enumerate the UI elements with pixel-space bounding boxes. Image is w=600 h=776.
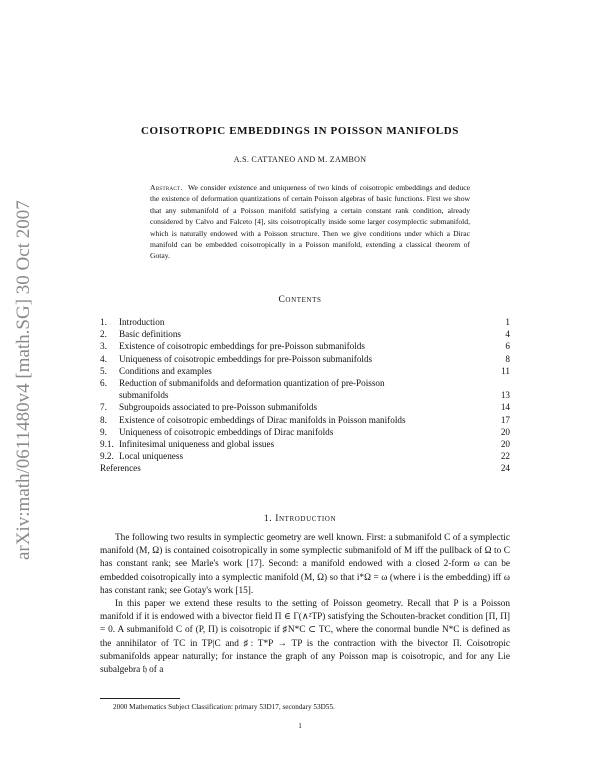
toc-entry-title: submanifolds [119,390,169,401]
footnote: 2000 Mathematics Subject Classification: primary 53D17, secondary 53D55. [113,703,335,711]
toc-entry[interactable] [100,438,510,450]
toc-entry[interactable] [100,426,510,438]
toc-entry[interactable] [100,389,510,401]
abstract-label: Abstract. [150,183,183,192]
section-heading-introduction: 1. Introduction [263,514,337,524]
toc-entry-title: Uniqueness of coisotropic embeddings for pre-Poisson submanifolds [119,353,373,364]
toc-entry[interactable] [100,353,510,365]
toc-entry-title: Basic definitions [119,329,182,340]
authors: A.S. CATTANEO AND M. ZAMBON [233,155,367,164]
page-number: 1 [298,722,302,730]
toc-entry[interactable] [100,340,510,352]
toc-entry-number: 1. [100,317,107,327]
toc-entry-number: 6. [100,378,107,389]
toc-entry-title: Existence of coisotropic embeddings for pre-Poisson submanifolds [119,341,365,352]
toc-entry-page: 17 [500,414,510,425]
toc-entry-number: 9. [100,426,107,437]
toc-entry-title: Reduction of submanifolds and deformation quantization of pre-Poisson [119,378,385,389]
toc-entry-number: 8. [100,414,107,425]
toc-entry-page: 24 [500,463,510,474]
paragraph: The following two results in symplectic geometry are well known. First: a submanifold C of a symplectic manifold (M, Ω) is contained coisotropically in some symplectic submanifold of M iff the pullback of Ω to C has constant rank; see Marle's work [17]. Second: a manifold endowed with a closed 2-form ω can be embedded coisotropically into a symplectic manifold (M, Ω) so that i*Ω = ω (where i is the embedding) iff ω has constant rank; see Gotay's work [15]. [100,533,510,596]
toc-entry-title: Conditions and examples [119,365,212,376]
toc-entry-number: 9.2. [100,451,114,462]
toc-entry[interactable] [100,316,510,328]
toc-entry-page: 1 [505,317,510,327]
toc-entry[interactable] [100,414,510,426]
toc-entry-title: Infinitesimal uniqueness and global issues [119,439,275,450]
toc-entry-page: 14 [500,402,510,413]
toc-entry-title: Uniqueness of coisotropic embeddings of Dirac manifolds [119,426,334,437]
toc-entry-page: 8 [505,353,510,364]
toc-entry-number [100,389,119,401]
toc-entry-number: 2. [100,329,107,340]
toc-entry-page: 6 [505,341,510,352]
toc-entry-title: References [100,463,141,474]
toc-entry-title: Introduction [119,317,165,327]
toc-entry[interactable] [100,450,510,462]
toc-entry-page: 20 [500,439,510,450]
toc-entry-number: 5. [100,365,107,376]
toc-entry-title: Existence of coisotropic embeddings of Dirac manifolds in Poisson manifolds [119,414,406,425]
toc-entry-number: 4. [100,353,107,364]
toc-entry[interactable] [100,401,510,413]
toc-entry-page: 20 [500,426,510,437]
toc-entry-number: 9.1. [100,439,114,450]
toc-entry-number: 3. [100,341,107,352]
toc-entry-page: 13 [500,390,510,401]
abstract-text: We consider existence and uniqueness of two kinds of coisotropic embeddings and deduce the existence of deformation quantizations of certain Poisson algebras of basic functions. First we show that any submanifold of a Poisson manifold satisfying a certain constant rank condition, already considered by Calvo and Falceto [4], sits coisotropically inside some larger cosymplectic submanifold, which is naturally endowed with a Poisson structure. Then we give conditions under which a Dirac manifold can be embedded coisotropically in a Poisson manifold, extending a classical theorem of Gotay. [150,183,470,261]
paper-title: COISOTROPIC EMBEDDINGS IN POISSON MANIFOLDS [141,125,459,137]
abstract [150,182,470,262]
introduction-body [100,532,510,677]
toc-entry-page: 11 [501,365,510,376]
toc-entry[interactable] [100,377,510,389]
arxiv-side-stamp: arXiv:math/0611480v4 [math.SG] 30 Oct 2007 [13,200,34,560]
paragraph: In this paper we extend these results to the setting of Poisson geometry. Recall that P is a Poisson manifold if it is endowed with a bivector field Π ∈ Γ(∧²TP) satisfying the Schouten-bracket condition [Π, Π] = 0. A submanifold C of (P, Π) is coisotropic if ♯N*C ⊂ TC, where the conormal bundle N*C is defined as the annihilator of TC in TP|C and ♯: T*P → TP is the contraction with the bivector Π. Coisotropic submanifolds appear naturally; for instance the graph of any Poisson map is coisotropic, and for any Lie subalgebra 𝔥 of a [100,599,510,676]
toc-entry-title: Subgroupoids associated to pre-Poisson submanifolds [119,402,318,413]
footnote-rule [100,698,180,699]
toc-entry-number: 7. [100,402,107,413]
toc-entry-page: 4 [505,329,510,340]
toc-entry-page: 22 [500,451,510,462]
toc-entry[interactable] [100,462,510,474]
toc-entry[interactable] [100,365,510,377]
toc-entry[interactable] [100,328,510,340]
table-of-contents [100,316,510,475]
toc-entry-title: Local uniqueness [119,451,184,462]
contents-heading: Contents [278,295,322,305]
